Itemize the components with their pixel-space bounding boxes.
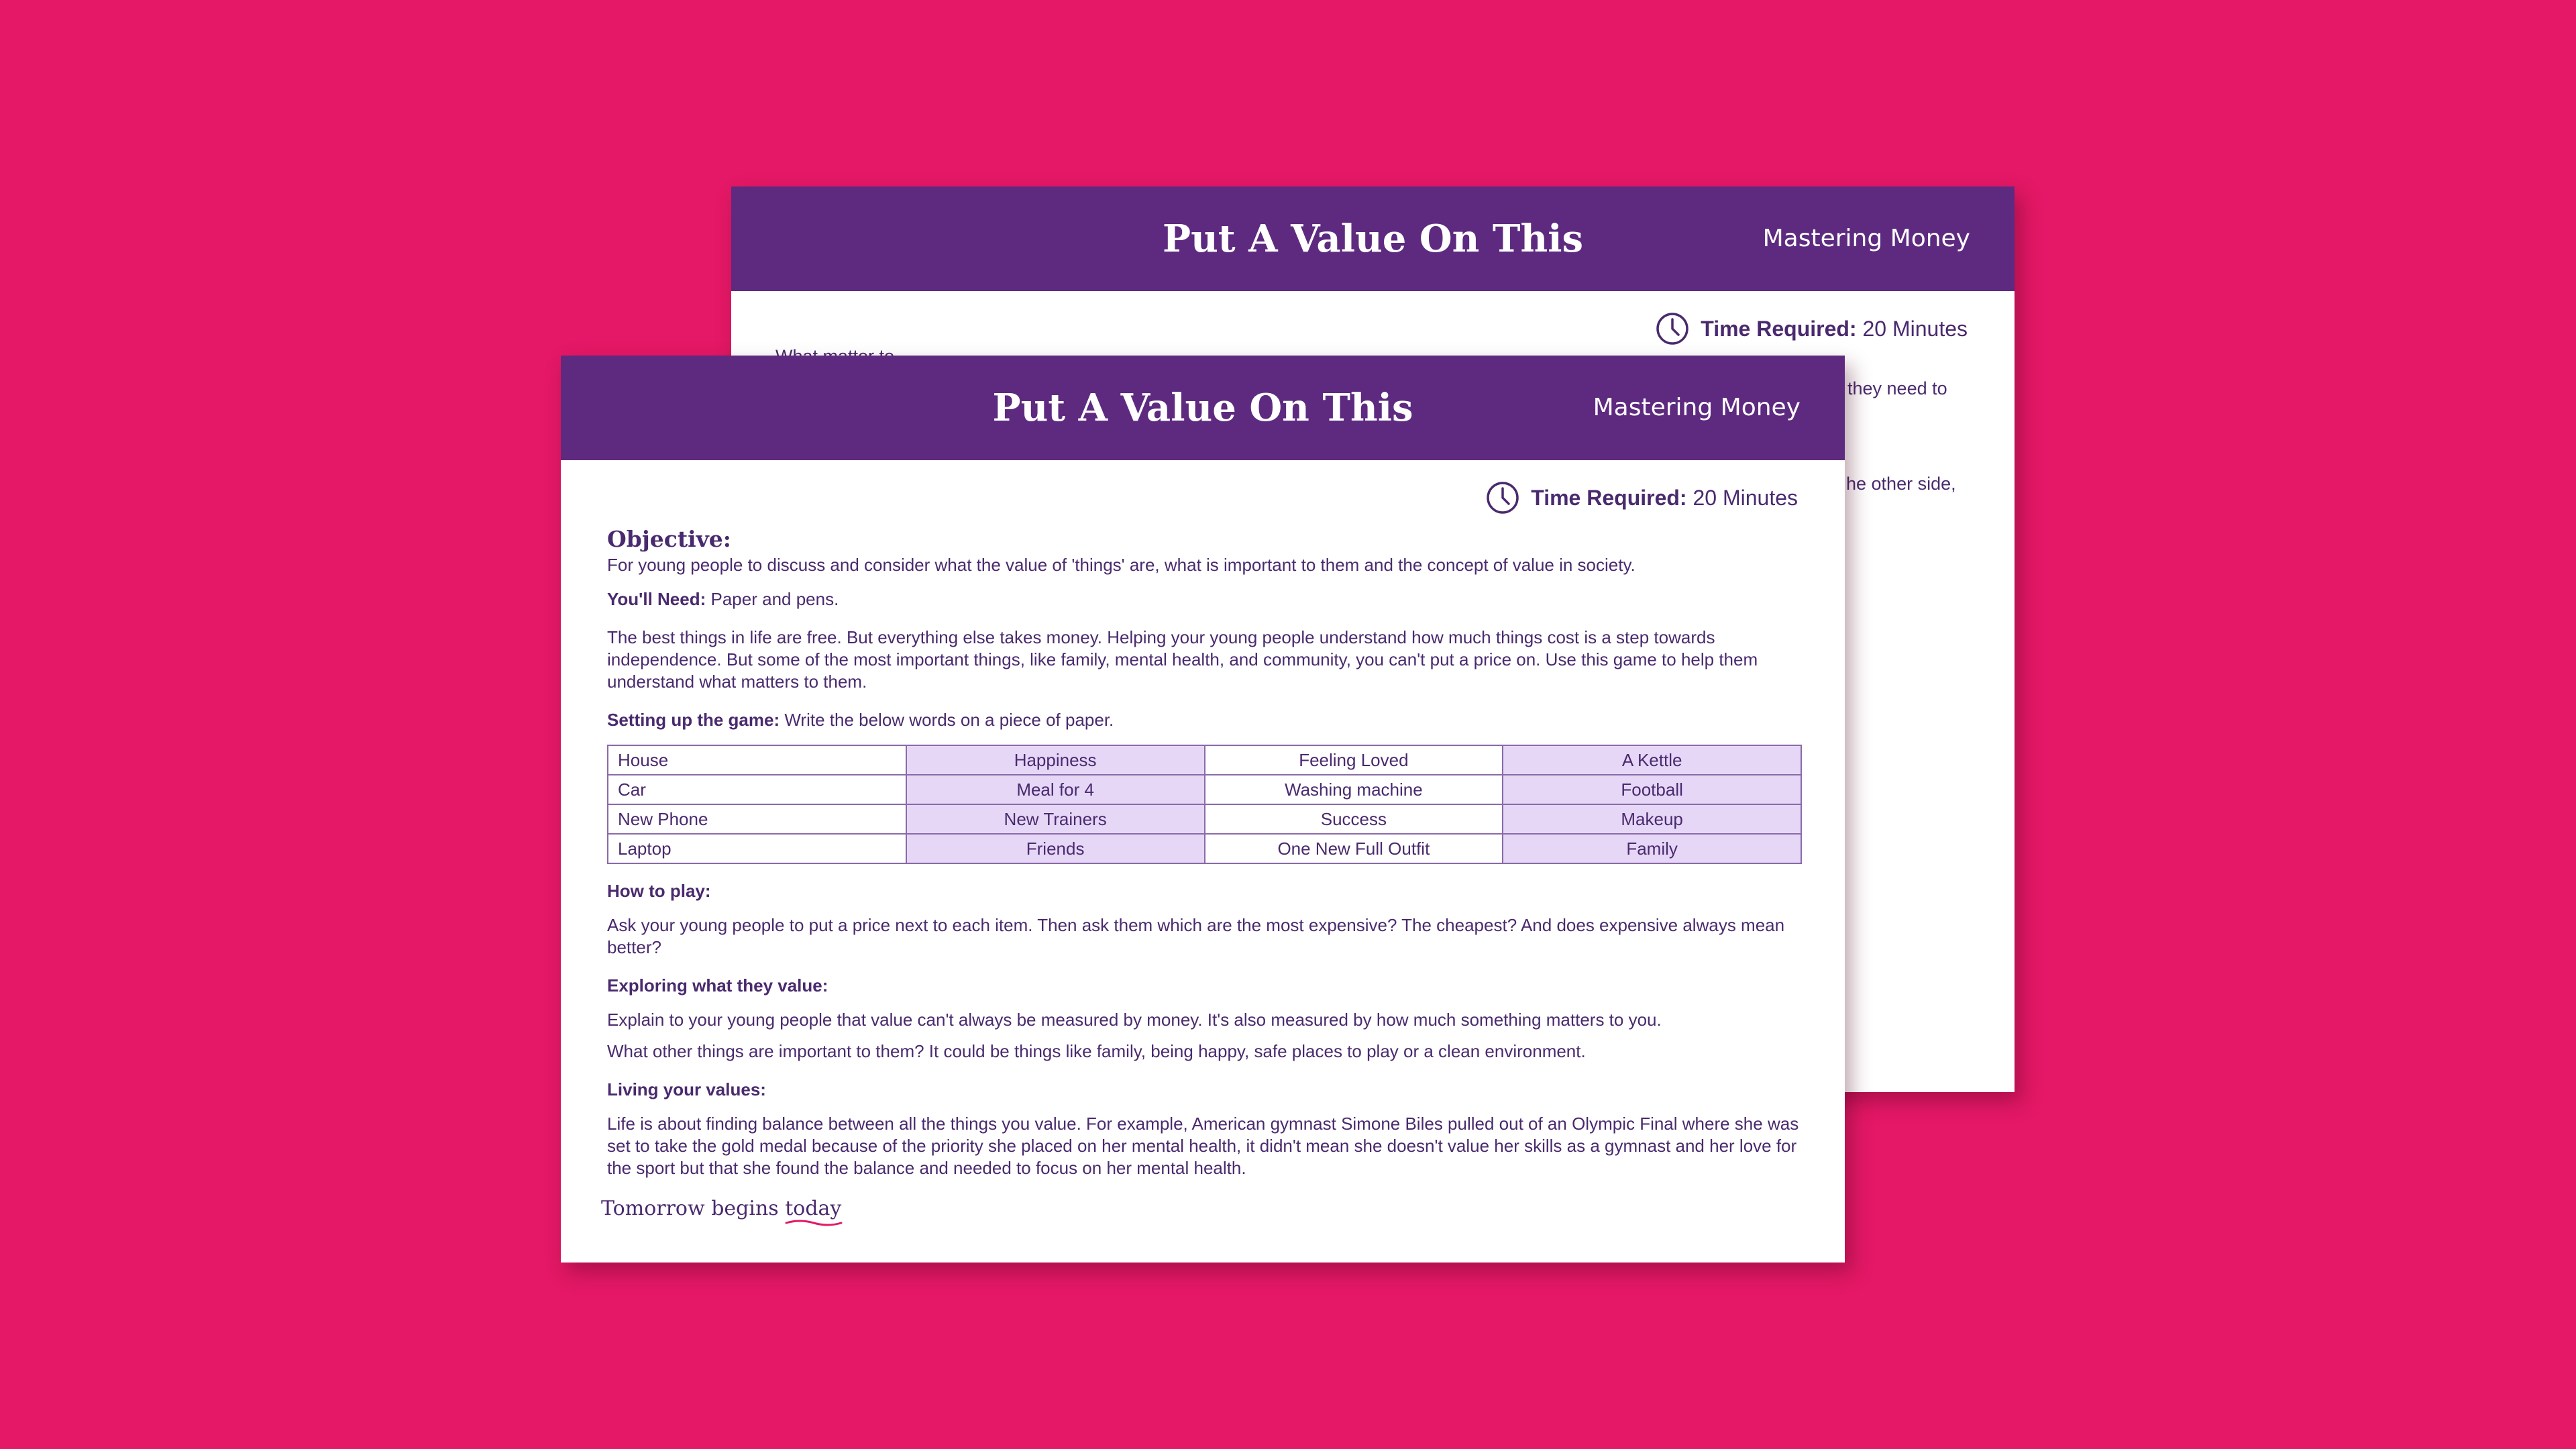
table-cell: One New Full Outfit	[1205, 834, 1503, 863]
youll-need-label: You'll Need:	[607, 589, 706, 609]
exploring-text-1: Explain to your young people that value can't always be measured by money. It's also measured by how much something matters to you.	[607, 1010, 1662, 1030]
back-time-label: Time Required:	[1701, 316, 1857, 341]
front-subtitle: Mastering Money	[1593, 394, 1801, 421]
table-cell: Feeling Loved	[1205, 745, 1503, 775]
table-cell: A Kettle	[1503, 745, 1801, 775]
setup-paragraph	[607, 709, 1802, 731]
table-cell: Football	[1503, 775, 1801, 804]
tagline-start: Tomorrow begins	[601, 1197, 786, 1220]
table-cell: Family	[1503, 834, 1801, 863]
table-cell: Friends	[906, 834, 1205, 863]
worksheet-content	[607, 525, 1802, 1179]
front-title: Put A Value On This	[992, 386, 1413, 430]
front-time-required	[1485, 478, 1798, 518]
table-cell: House	[608, 745, 906, 775]
objective-text: For young people to discuss and consider what the value of 'things' are, what is important to them and the concept of value in society.	[607, 555, 1635, 575]
front-header	[561, 356, 1845, 460]
back-text-fragment: they need to	[1847, 378, 1947, 398]
table-cell: New Trainers	[906, 804, 1205, 834]
back-time-required	[1655, 309, 1968, 349]
words-table	[607, 745, 1802, 864]
front-time-label: Time Required:	[1531, 485, 1687, 510]
table-cell: New Phone	[608, 804, 906, 834]
squiggle-underline-icon	[785, 1219, 843, 1227]
tagline-accent	[785, 1197, 841, 1220]
how-to-play-heading: How to play:	[607, 881, 711, 901]
table-row	[608, 745, 1801, 775]
living-heading: Living your values:	[607, 1079, 766, 1099]
back-text-fragment: he other side,	[1846, 474, 1956, 494]
setup-text: Write the below words on a piece of paper.	[784, 710, 1114, 730]
back-header	[731, 186, 2015, 291]
how-to-play-text: Ask your young people to put a price next to each item. Then ask them which are the most expensive? The cheapest? And does expensive always mean better?	[607, 915, 1785, 957]
exploring-text-2: What other things are important to them? It could be things like family, being happy, safe places to play or a clean environment.	[607, 1041, 1586, 1061]
table-row	[608, 804, 1801, 834]
front-worksheet	[561, 356, 1845, 1263]
table-cell: Meal for 4	[906, 775, 1205, 804]
setup-label: Setting up the game:	[607, 710, 780, 730]
clock-icon	[1485, 480, 1520, 515]
table-row	[608, 834, 1801, 863]
table-cell: Success	[1205, 804, 1503, 834]
intro-text: The best things in life are free. But everything else takes money. Helping your young people understand how much things cost is a step towards independence. But some of the most important things, like family, mental health, and community, you can't put a price on. Use this game to help them understand what matters to them.	[607, 627, 1758, 692]
front-time-value: 20 Minutes	[1693, 485, 1798, 510]
back-title: Put A Value On This	[1162, 217, 1584, 261]
youll-need-text: Paper and pens.	[710, 589, 839, 609]
living-text: Life is about finding balance between all the things you value. For example, American gymnast Simone Biles pulled out of an Olympic Final where she was set to take the gold medal because of the priority she placed on her mental health, it didn't mean she doesn't value her skills as a gymnast and her love for the sport but that she found the balance and needed to focus on her mental health.	[607, 1114, 1799, 1178]
exploring-heading: Exploring what they value:	[607, 975, 828, 996]
table-cell: Happiness	[906, 745, 1205, 775]
table-cell: Laptop	[608, 834, 906, 863]
back-time-value: 20 Minutes	[1862, 316, 1968, 341]
back-subtitle: Mastering Money	[1762, 225, 1970, 252]
table-cell: Washing machine	[1205, 775, 1503, 804]
table-cell: Car	[608, 775, 906, 804]
table-row	[608, 775, 1801, 804]
tagline-accent-word: today	[785, 1197, 842, 1220]
clock-icon	[1655, 311, 1690, 346]
tagline	[601, 1197, 841, 1220]
table-cell: Makeup	[1503, 804, 1801, 834]
youll-need	[607, 588, 1802, 610]
objective-heading: Objective:	[607, 526, 731, 552]
